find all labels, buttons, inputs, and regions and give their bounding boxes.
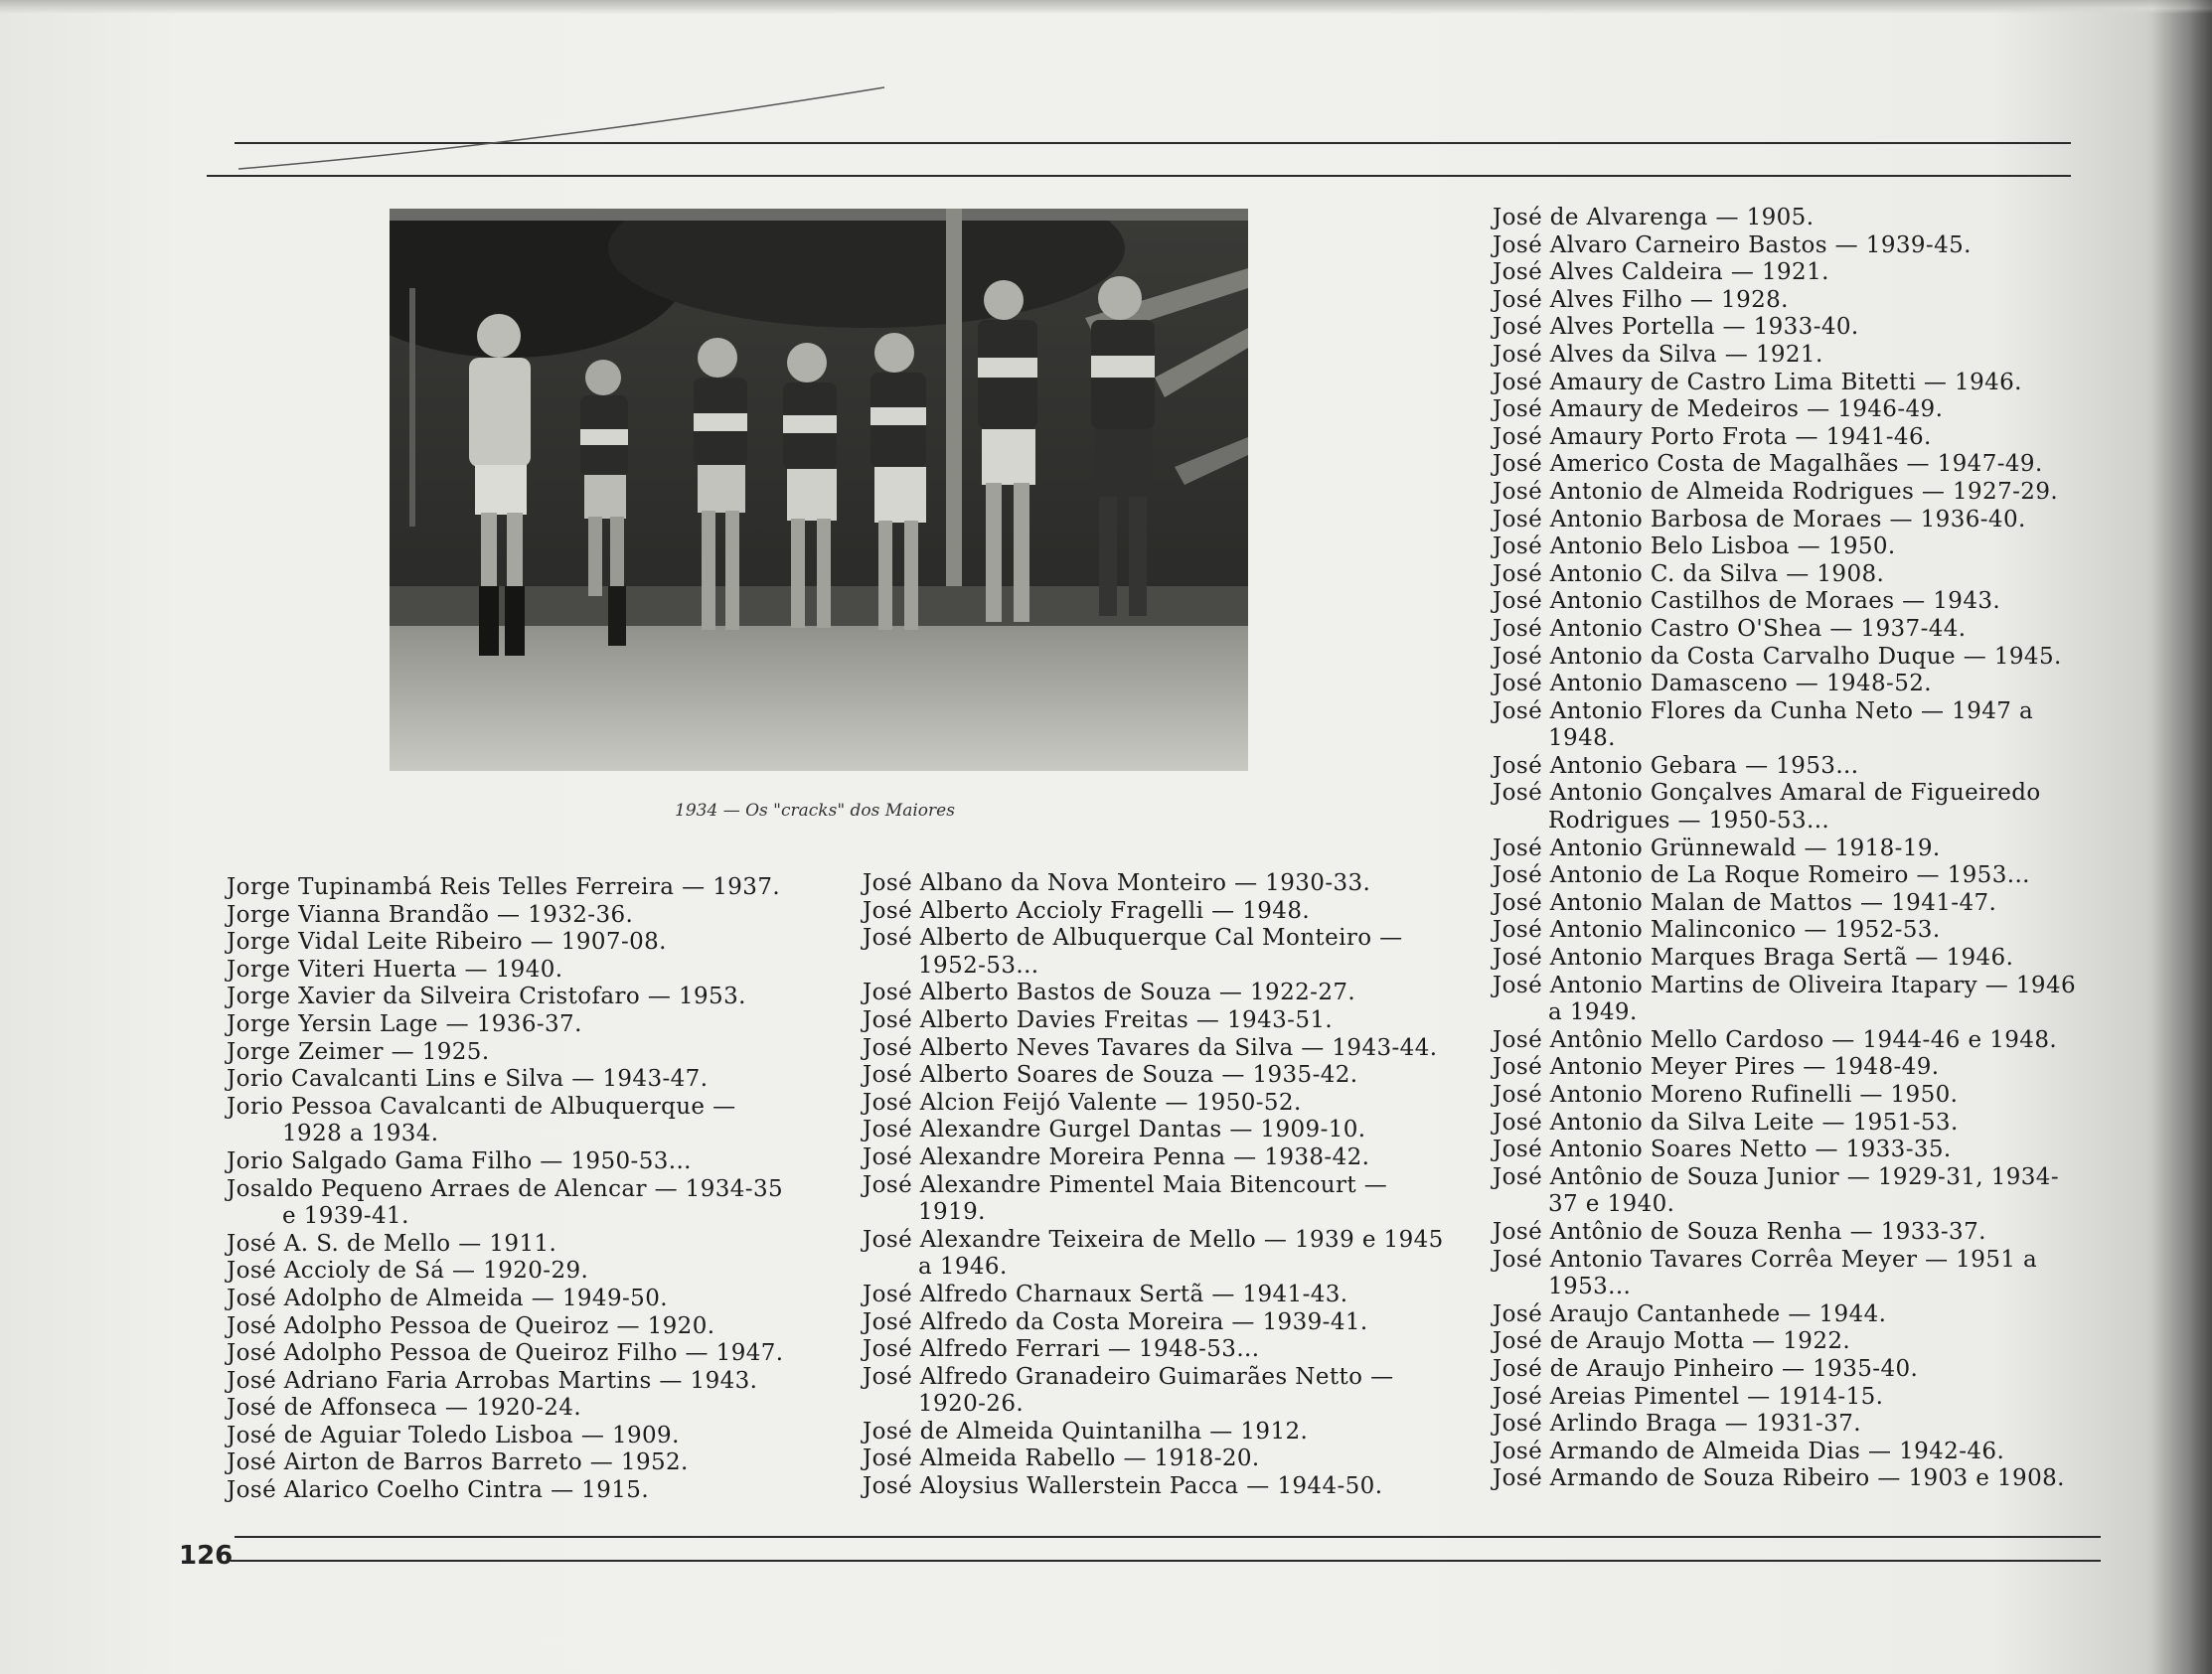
list-item: José Accioly de Sá — 1920-29. (227, 1258, 589, 1285)
list-item: José Antonio da Costa Carvalho Duque — 1945. (1493, 643, 2062, 670)
list-item: José Alves Filho — 1928. (1493, 286, 1789, 313)
list-item: José Antonio Grünnewald — 1918-19. (1493, 835, 1941, 861)
list-item: José Antônio de Souza Junior — 1929-31, 1934-37 e 1940. (1493, 1163, 2059, 1218)
list-item: Jorge Viteri Huerta — 1940. (227, 956, 563, 983)
list-item: José Alfredo Ferrari — 1948-53... (863, 1336, 1260, 1363)
list-item: José Antonio Damasceno — 1948-52. (1493, 671, 1932, 697)
list-item: José Amaury Porto Frota — 1941-46. (1493, 423, 1932, 450)
list-item: José Antonio Marques Braga Sertã — 1946. (1493, 945, 2014, 972)
list-item: José Antonio Gonçalves Amaral de Figueiredo Rodrigues — 1950-53... (1493, 780, 2041, 835)
list-item: José Antônio de Souza Renha — 1933-37. (1493, 1218, 1986, 1245)
list-item: José Alberto Bastos de Souza — 1922-27. (863, 980, 1356, 1006)
list-item: José Adolpho de Almeida — 1949-50. (227, 1285, 668, 1311)
list-item: José Alves da Silva — 1921. (1493, 341, 1823, 368)
list-item: José Antonio Malan de Mattos — 1941-47. (1493, 889, 1997, 916)
list-item: José Adolpho Pessoa de Queiroz — 1920. (227, 1312, 715, 1339)
list-item: José Alberto Davies Freitas — 1943-51. (863, 1006, 1334, 1033)
list-item: José Antonio Meyer Pires — 1948-49. (1493, 1054, 1940, 1081)
list-item: José Alfredo da Costa Moreira — 1939-41. (863, 1308, 1368, 1335)
list-item: José Antonio Martins de Oliveira Itapary — 1946 a 1949. (1493, 972, 2077, 1026)
list-item: José Armando de Souza Ribeiro — 1903 e 1908. (1493, 1465, 2065, 1492)
list-item: José Antonio de La Roque Romeiro — 1953... (1493, 862, 2030, 889)
list-item: José Alarico Coelho Cintra — 1915. (227, 1477, 650, 1504)
list-item: Jorio Pessoa Cavalcanti de Albuquerque — 1928 a 1934. (227, 1093, 736, 1147)
list-item: Jorge Vianna Brandão — 1932-36. (227, 901, 634, 928)
list-item: José Aloysius Wallerstein Pacca — 1944-50. (863, 1473, 1383, 1500)
list-item: Jorge Vidal Leite Ribeiro — 1907-08. (227, 929, 667, 956)
binding-shadow (2152, 0, 2212, 1674)
list-item: José Antonio de Almeida Rodrigues — 1927-29. (1493, 478, 2059, 505)
list-item: José Albano da Nova Monteiro — 1930-33. (863, 870, 1371, 896)
list-item: José Amaury de Castro Lima Bitetti — 1946. (1493, 369, 2022, 395)
list-item: José Antonio Gebara — 1953... (1493, 752, 1859, 779)
list-item: José Airton de Barros Barreto — 1952. (227, 1449, 689, 1476)
list-item: José Alves Portella — 1933-40. (1493, 314, 1859, 341)
list-item: José Antonio Moreno Rufinelli — 1950. (1493, 1082, 1959, 1108)
list-item: José Armando de Almeida Dias — 1942-46. (1493, 1438, 2005, 1464)
list-item: José Antonio Barbosa de Moraes — 1936-40. (1493, 506, 2026, 533)
list-item: Jorge Xavier da Silveira Cristofaro — 1953. (227, 984, 746, 1010)
column-2 (863, 870, 1449, 1501)
list-item: José Alexandre Teixeira de Mello — 1939 e 1945 a 1946. (863, 1226, 1444, 1281)
header-rule-lower (207, 175, 2071, 177)
list-item: José Antonio Malinconico — 1952-53. (1493, 917, 1941, 944)
list-item: José Alberto Soares de Souza — 1935-42. (863, 1062, 1358, 1089)
list-item: José de Almeida Quintanilha — 1912. (863, 1418, 1309, 1445)
list-item: José Antonio Castilhos de Moraes — 1943. (1493, 588, 2001, 615)
list-item: Jorge Zeimer — 1925. (227, 1038, 490, 1065)
list-item: José Antonio da Silva Leite — 1951-53. (1493, 1109, 1959, 1136)
list-item: José de Araujo Pinheiro — 1935-40. (1493, 1355, 1919, 1382)
column-1 (227, 874, 803, 1505)
list-item: José Areias Pimentel — 1914-15. (1493, 1383, 1884, 1410)
list-item: José Adolpho Pessoa de Queiroz Filho — 1947. (227, 1340, 784, 1367)
list-item: José Alberto Accioly Fragelli — 1948. (863, 897, 1311, 924)
team-photo (390, 209, 1248, 771)
list-item: José Americo Costa de Magalhães — 1947-49. (1493, 451, 2043, 478)
footer-rule-lower (231, 1560, 2101, 1562)
list-item: José de Araujo Motta — 1922. (1493, 1328, 1851, 1355)
list-item: José Antônio Mello Cardoso — 1944-46 e 1948. (1493, 1026, 2058, 1053)
list-item: José Alexandre Moreira Penna — 1938-42. (863, 1143, 1370, 1170)
list-item: Josaldo Pequeno Arraes de Alencar — 1934-35 e 1939-41. (227, 1175, 784, 1230)
list-item: José Alberto Neves Tavares da Silva — 1943-44. (863, 1034, 1438, 1061)
list-item: Jorio Salgado Gama Filho — 1950-53... (227, 1147, 692, 1174)
list-item: José Alfredo Granadeiro Guimarães Netto — 1920-26. (863, 1363, 1394, 1418)
pencil-stroke (238, 84, 894, 174)
list-item: José Antonio C. da Silva — 1908. (1493, 560, 1885, 587)
list-item: José Alcion Feijó Valente — 1950-52. (863, 1089, 1302, 1116)
list-item: José Adriano Faria Arrobas Martins — 1943. (227, 1367, 758, 1394)
list-item: José Amaury de Medeiros — 1946-49. (1493, 396, 1944, 423)
column-3 (1493, 205, 2089, 1493)
list-item: José Alberto de Albuquerque Cal Monteiro — 1952-53... (863, 925, 1403, 979)
photo-caption: 1934 — Os "cracks" dos Maiores (675, 801, 955, 821)
list-item: José Antonio Flores da Cunha Neto — 1947 a 1948. (1493, 697, 2034, 752)
list-item: José Arlindo Braga — 1931-37. (1493, 1411, 1861, 1438)
list-item: José Antonio Soares Netto — 1933-35. (1493, 1137, 1952, 1163)
list-item: José de Aguiar Toledo Lisboa — 1909. (227, 1422, 680, 1448)
page-top-edge (0, 0, 2212, 14)
list-item: José A. S. de Mello — 1911. (227, 1230, 557, 1257)
footer-rule-upper (235, 1536, 2101, 1538)
list-item: José Alexandre Pimentel Maia Bitencourt — 1919. (863, 1171, 1388, 1226)
list-item: José Antonio Belo Lisboa — 1950. (1493, 533, 1896, 560)
list-item: José de Affonseca — 1920-24. (227, 1395, 582, 1422)
list-item: José de Alvarenga — 1905. (1493, 205, 1815, 230)
list-item: José Alves Caldeira — 1921. (1493, 259, 1829, 286)
list-item: José Antonio Castro O'Shea — 1937-44. (1493, 615, 1967, 642)
list-item: Jorge Yersin Lage — 1936-37. (227, 1010, 582, 1037)
list-item: Jorio Cavalcanti Lins e Silva — 1943-47. (227, 1066, 709, 1093)
page-number: 126 (179, 1541, 234, 1571)
list-item: José Alvaro Carneiro Bastos — 1939-45. (1493, 231, 1972, 258)
list-item: José Araujo Cantanhede — 1944. (1493, 1300, 1887, 1327)
list-item: Jorge Tupinambá Reis Telles Ferreira — 1937. (227, 874, 781, 900)
list-item: José Antonio Tavares Corrêa Meyer — 1951 a 1953... (1493, 1246, 2038, 1300)
list-item: José Alexandre Gurgel Dantas — 1909-10. (863, 1117, 1366, 1143)
list-item: José Almeida Rabello — 1918-20. (863, 1446, 1260, 1472)
team-photo-illustration (390, 209, 1248, 771)
list-item: José Alfredo Charnaux Sertã — 1941-43. (863, 1281, 1348, 1307)
